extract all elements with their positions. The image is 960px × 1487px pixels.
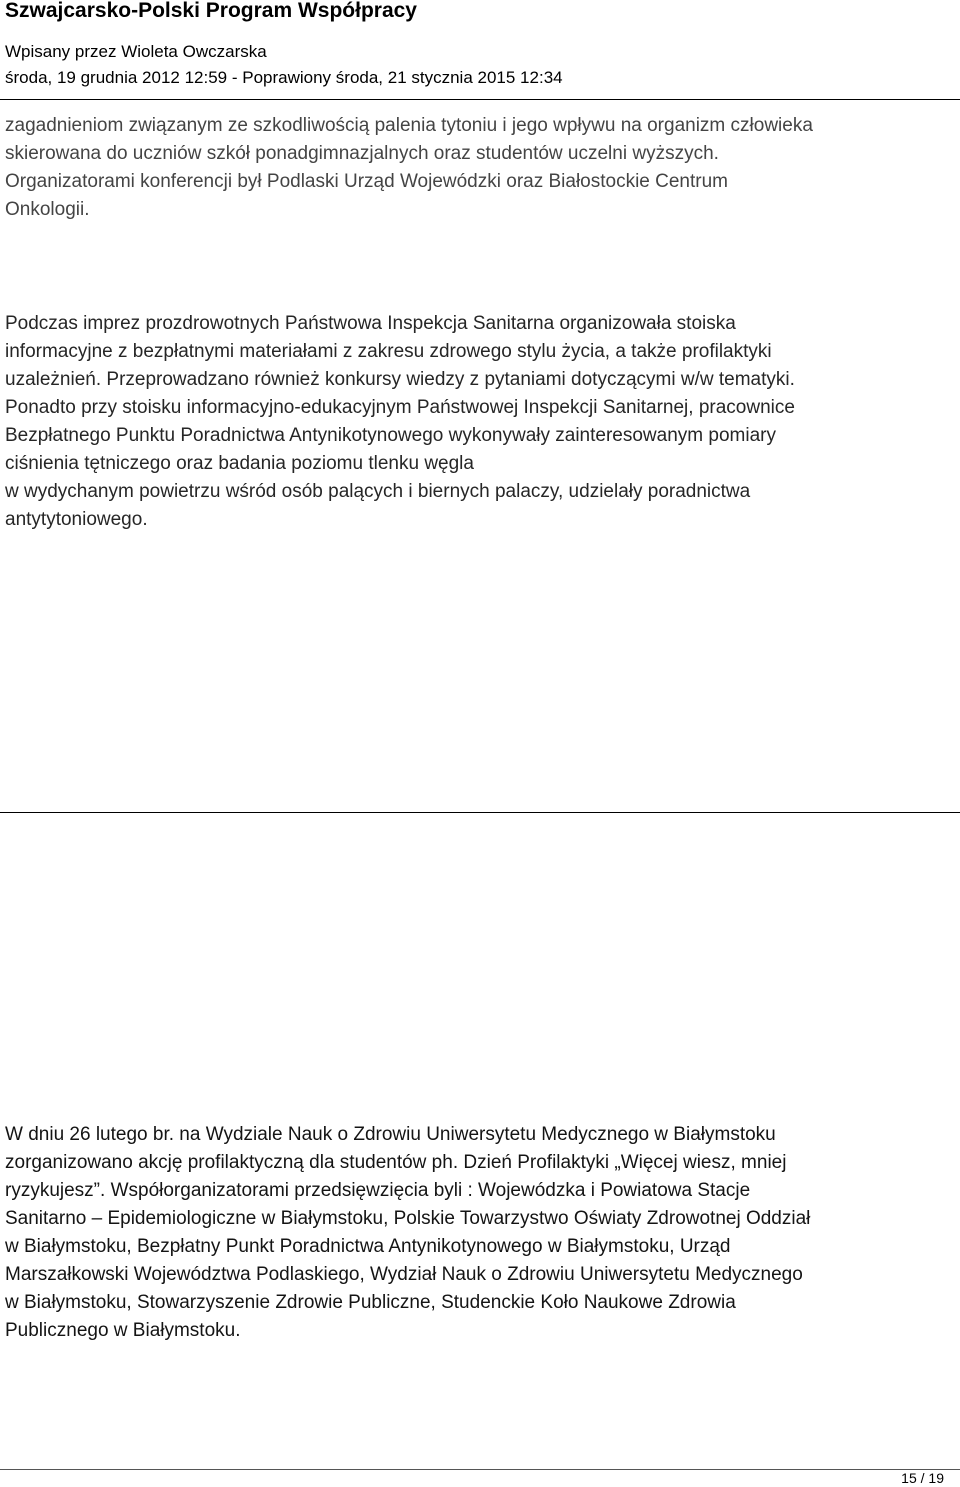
text-line: w Białymstoku, Bezpłatny Punkt Poradnictwa Antynikotynowego w Białymstoku, Urząd — [5, 1236, 731, 1257]
author-line: Wpisany przez Wioleta Owczarska — [5, 42, 267, 61]
text-line: skierowana do uczniów szkół ponadgimnazjalnych oraz studentów uczelni wyższych. — [5, 143, 719, 164]
paragraph-conference — [5, 112, 957, 224]
date-line: środa, 19 grudnia 2012 12:59 - Poprawiony środa, 21 stycznia 2015 12:34 — [5, 68, 563, 87]
section-divider — [0, 812, 960, 813]
text-line: Bezpłatnego Punktu Poradnictwa Antynikotynowego wykonywały zainteresowanym pomiary — [5, 425, 776, 446]
header-divider — [0, 99, 960, 100]
text-line: w Białymstoku, Stowarzyszenie Zdrowie Publiczne, Studenckie Koło Naukowe Zdrowia — [5, 1292, 736, 1313]
page-number: 15 / 19 — [901, 1470, 944, 1486]
text-line: Marszałkowski Województwa Podlaskiego, Wydział Nauk o Zdrowiu Uniwersytetu Medycznego — [5, 1264, 803, 1285]
text-line: informacyjne z bezpłatnymi materiałami z zakresu zdrowego stylu życia, a także profilaktyki — [5, 341, 772, 362]
text-line: uzależnień. Przeprowadzano również konkursy wiedzy z pytaniami dotyczącymi w/w tematyki. — [5, 369, 795, 390]
text-line: Publicznego w Białymstoku. — [5, 1320, 241, 1341]
text-line: Sanitarno – Epidemiologiczne w Białymstoku, Polskie Towarzystwo Oświaty Zdrowotnej Oddział — [5, 1208, 811, 1229]
footer-divider — [0, 1469, 960, 1470]
text-line: Onkologii. — [5, 199, 90, 220]
paragraph-health-events — [5, 310, 957, 534]
page-title: Szwajcarsko-Polski Program Współpracy — [5, 0, 417, 22]
text-line: Ponadto przy stoisku informacyjno-edukacyjnym Państwowej Inspekcji Sanitarnej, pracownice — [5, 397, 795, 418]
text-line: Organizatorami konferencji był Podlaski Urząd Wojewódzki oraz Białostockie Centrum — [5, 171, 729, 192]
text-line: antytytoniowego. — [5, 509, 148, 530]
text-line: zagadnieniom związanym ze szkodliwością palenia tytoniu i jego wpływu na organizm człowieka — [5, 115, 813, 136]
paragraph-prevention-day — [5, 1121, 957, 1345]
text-line: zorganizowano akcję profilaktyczną dla studentów ph. Dzień Profilaktyki „Więcej wiesz, mniej — [5, 1152, 787, 1173]
text-line: w wydychanym powietrzu wśród osób palących i biernych palaczy, udzielały poradnictwa — [5, 481, 751, 502]
text-line: ryzykujesz”. Współorganizatorami przedsięwzięcia byli : Wojewódzka i Powiatowa Stacje — [5, 1180, 751, 1201]
text-line: Podczas imprez prozdrowotnych Państwowa Inspekcja Sanitarna organizowała stoiska — [5, 313, 736, 334]
text-line: W dniu 26 lutego br. na Wydziale Nauk o Zdrowiu Uniwersytetu Medycznego w Białymstoku — [5, 1124, 776, 1145]
text-line: ciśnienia tętniczego oraz badania poziomu tlenku węgla — [5, 453, 474, 474]
